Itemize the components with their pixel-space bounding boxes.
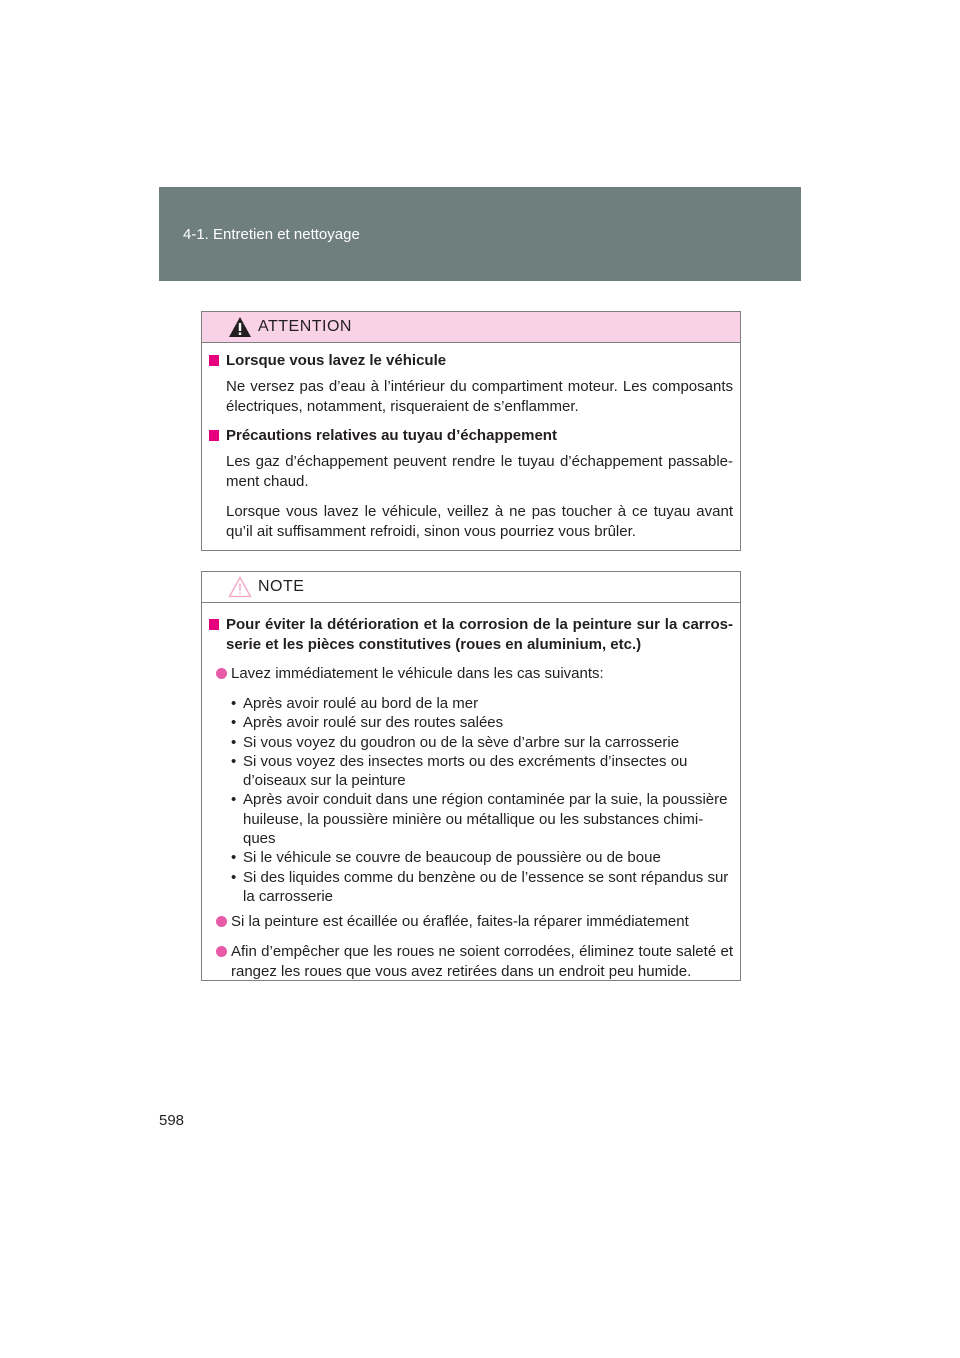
caution-outline-icon	[228, 576, 252, 598]
square-bullet-icon	[209, 430, 219, 441]
warning-content	[202, 343, 740, 542]
round-bullet-icon	[216, 946, 227, 957]
list-item: • Si le véhicule se couvre de beaucoup de poussière ou de boue	[231, 848, 733, 867]
note-title: NOTE	[258, 578, 305, 595]
warning-title: ATTENTION	[258, 318, 352, 335]
section-header-band	[159, 187, 801, 281]
note-item: Afin d’empêcher que les roues ne soient corrodées, éliminez toute saleté et rangez les roues que vous avez retirées dans un endroit peu humide.	[209, 942, 733, 982]
round-bullet-icon	[216, 916, 227, 927]
list-item: • Après avoir conduit dans une région contaminée par la suie, la poussière huileuse, la poussière minière ou métallique ou les substances chimi-ques	[231, 790, 733, 848]
warning-paragraph: Ne versez pas d’eau à l’intérieur du compartiment moteur. Les composants électriques, notamment, risqueraient de s’enflammer.	[226, 378, 733, 415]
note-content	[202, 603, 740, 982]
section-title: 4-1. Entretien et nettoyage	[183, 226, 360, 243]
list-item: • Après avoir roulé au bord de la mer	[231, 694, 733, 713]
warning-heading-washing: Lorsque vous lavez le véhicule	[209, 351, 733, 371]
round-bullet-icon	[216, 668, 227, 679]
square-bullet-icon	[209, 355, 219, 366]
cases-list	[209, 694, 733, 906]
note-item: Si la peinture est écaillée ou éraflée, faites-la réparer immédiatement	[209, 912, 733, 932]
warning-paragraph: Les gaz d’échappement peuvent rendre le tuyau d’échappement passable-ment chaud.	[226, 453, 733, 490]
warning-box	[201, 311, 741, 551]
page-number: 598	[159, 1112, 185, 1129]
list-item: • Si des liquides comme du benzène ou de l’essence se sont répandus sur la carrosserie	[231, 868, 733, 907]
note-box	[201, 571, 741, 981]
square-bullet-icon	[209, 619, 219, 630]
list-item: • Si vous voyez du goudron ou de la sève d’arbre sur la carrosserie	[231, 733, 733, 752]
note-item: Lavez immédiatement le véhicule dans les cas suivants:	[209, 664, 733, 684]
warning-triangle-icon	[228, 316, 252, 338]
list-item: • Après avoir roulé sur des routes salées	[231, 713, 733, 732]
note-heading: Pour éviter la détérioration et la corrosion de la peinture sur la carros-serie et les pièces constitutives (roues en aluminium, etc.)	[209, 615, 733, 655]
warning-heading-exhaust: Précautions relatives au tuyau d’échappement	[209, 426, 733, 446]
warning-paragraph: Lorsque vous lavez le véhicule, veillez à ne pas toucher à ce tuyau avant qu’il ait suffisamment refroidi, sinon vous pourriez vous brûler.	[226, 503, 733, 540]
warning-box-header	[202, 312, 740, 343]
list-item: • Si vous voyez des insectes morts ou des excréments d’insectes ou d’oiseaux sur la peinture	[231, 752, 733, 791]
note-box-header	[202, 572, 740, 603]
